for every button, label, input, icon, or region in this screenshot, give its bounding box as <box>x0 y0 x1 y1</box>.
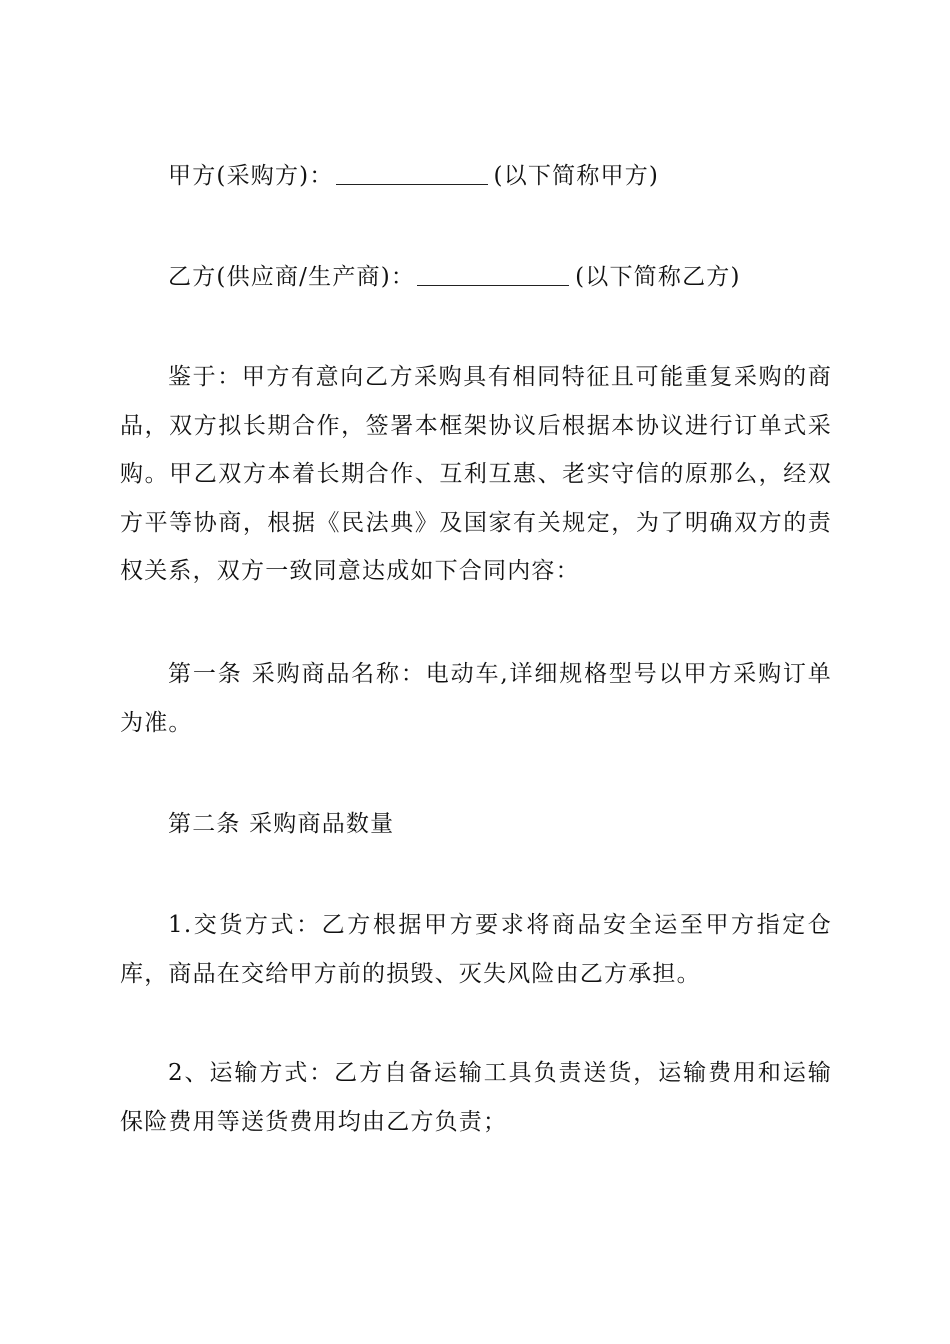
article-2-heading: 第二条 采购商品数量 <box>168 811 395 837</box>
party-a-blank <box>336 162 488 185</box>
party-a-label: 甲方(采购方)： <box>168 163 334 189</box>
party-b-label: 乙方(供应商/生产商)： <box>168 264 416 290</box>
article-1-paragraph: 第一条 采购商品名称：电动车,详细规格型号以甲方采购订单为准。 <box>120 661 832 736</box>
party-b-line <box>168 262 741 292</box>
whereas-paragraph: 鉴于：甲方有意向乙方采购具有相同特征且可能重复采购的商品，双方拟长期合作，签署本框架协议后根据本协议进行订单式采购。甲乙双方本着长期合作、互利互惠、老实守信的原那么，经双方平等协商，根据《民法典》及国家有关规定，为了明确双方的责权关系，双方一致同意达成如下合同内容： <box>120 364 832 584</box>
delivery-paragraph: 1.交货方式：乙方根据甲方要求将商品安全运至甲方指定仓库，商品在交给甲方前的损毁、灭失风险由乙方承担。 <box>120 912 832 987</box>
party-a-suffix: (以下简称甲方) <box>493 163 660 189</box>
party-b-suffix: (以下简称乙方) <box>575 264 741 290</box>
party-b-blank <box>417 263 569 286</box>
transport-paragraph: 2、运输方式：乙方自备运输工具负责送货，运输费用和运输保险费用等送货费用均由乙方负责； <box>120 1060 832 1135</box>
party-a-line <box>168 161 659 191</box>
